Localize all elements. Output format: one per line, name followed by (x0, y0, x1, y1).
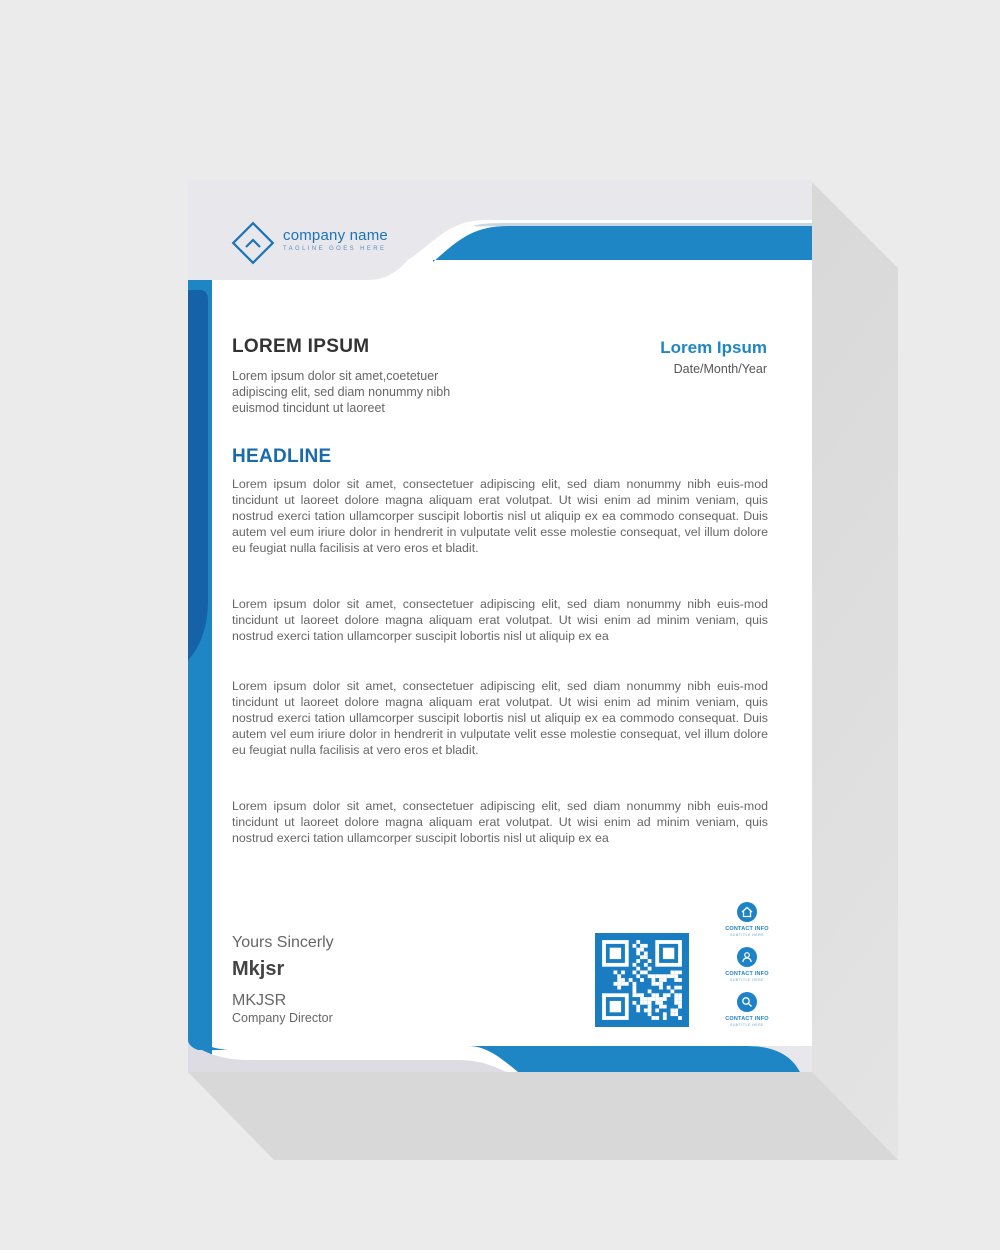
body-paragraph-3: Lorem ipsum dolor sit amet, consectetuer adipiscing elit, sed diam nonummy nibh euis-mod tincidunt ut laoreet dolore magna aliquam erat volutpat. Ut wisi enim ad minim veniam, quis nostrud exerci tation ullamcorper suscipit lobortis nisl ut aliquip ex ea commodo consequat. Duis autem vel eum iriure dolor in hendrerit in vulputate velit esse molestie consequat, vel illum dolore eu feugiat nulla facilisis at vero eros et bladit. (232, 679, 768, 757)
headline: HEADLINE (232, 446, 332, 467)
contact-item-search (716, 992, 778, 1027)
recipient-name: Lorem Ipsum (660, 338, 767, 357)
sender-address: Lorem ipsum dolor sit amet,coetetuer adipiscing elit, sed diam nonummy nibh euismod tincidunt ut laoreet (232, 369, 451, 415)
contact-label: CONTACT INFO (725, 926, 769, 932)
body-paragraph-1: Lorem ipsum dolor sit amet, consectetuer adipiscing elit, sed diam nonummy nibh euis-mod tincidunt ut laoreet dolore magna aliquam erat volutpat. Ut wisi enim ad minim veniam, quis nostrud exerci tation ullamcorper suscipit lobortis nisl ut aliquip ex ea commodo consequat. Duis autem vel eum iriure dolor in hendrerit in vulputate velit esse molestie consequat, vel illum dolore eu feugiat nulla facilisis at vero eros et bladit. (232, 477, 768, 555)
company-name: company name (283, 227, 388, 244)
user-icon (737, 947, 757, 967)
signer-name: MKJSR (232, 992, 287, 1009)
qr-code-icon (595, 933, 689, 1027)
search-icon (737, 992, 757, 1012)
diamond-chevron-logo-icon (230, 220, 276, 266)
contact-subtitle: SUBTITLE HERE (730, 1023, 764, 1027)
contact-item-home (716, 902, 778, 937)
contact-subtitle: SUBTITLE HERE (730, 933, 764, 937)
tagline: TAGLINE GOES HERE (283, 246, 387, 252)
home-icon (737, 902, 757, 922)
letter-date: Date/Month/Year (673, 362, 767, 376)
contact-label: CONTACT INFO (725, 1016, 769, 1022)
signature: Mkjsr (232, 958, 285, 980)
contact-subtitle: SUBTITLE HERE (730, 978, 764, 982)
letterhead-page (188, 180, 812, 1072)
body-paragraph-2: Lorem ipsum dolor sit amet, consectetuer adipiscing elit, sed diam nonummy nibh euis-mod tincidunt ut laoreet dolore magna aliquam erat volutpat. Ut wisi enim ad minim veniam, quis nostrud exerci tation ullamcorper suscipit lobortis nisl ut aliquip ex ea (232, 597, 768, 643)
body-paragraph-4: Lorem ipsum dolor sit amet, consectetuer adipiscing elit, sed diam nonummy nibh euis-mod tincidunt ut laoreet dolore magna aliquam erat volutpat. Ut wisi enim ad minim veniam, quis nostrud exerci tation ullamcorper suscipit lobortis nisl ut aliquip ex ea (232, 799, 768, 845)
contact-item-user (716, 947, 778, 982)
contact-label: CONTACT INFO (725, 971, 769, 977)
signer-role: Company Director (232, 1011, 333, 1025)
sender-title: LOREM IPSUM (232, 336, 370, 357)
closing-phrase: Yours Sincerly (232, 934, 334, 951)
